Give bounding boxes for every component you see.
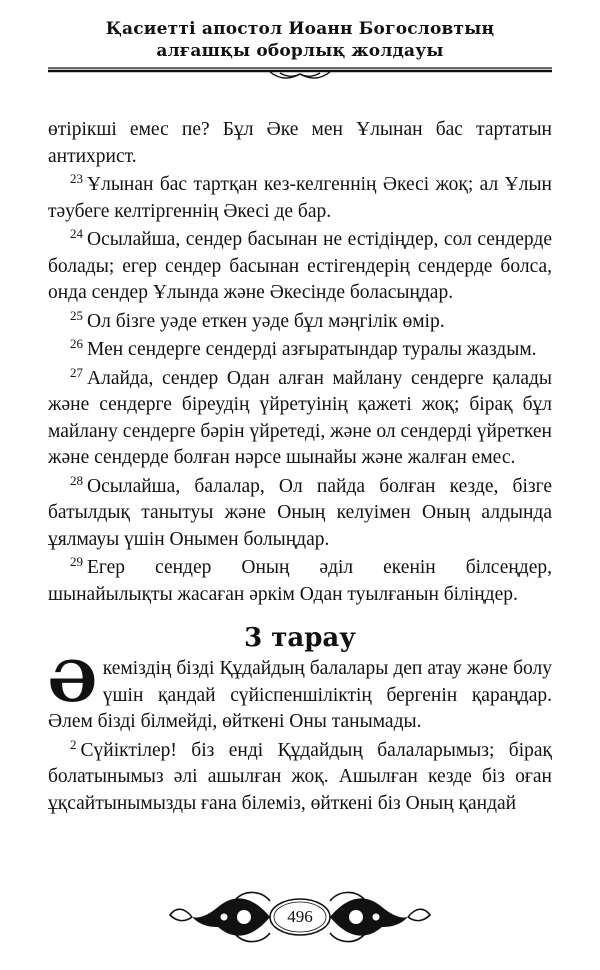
page-body bbox=[48, 117, 552, 819]
verse-number: 25 bbox=[70, 307, 83, 323]
verse-23: $^{23}$ Ұлынан бас тартқан кез-келгеннің Әкесі жоқ; ал Ұлын тәубеге келтіргеннің Әкесі де бар. bbox=[48, 171, 552, 222]
verse-number: 26 bbox=[70, 336, 83, 351]
verse-22-continuation: өтірікші емес пе? Бұл Әке мен Ұлынан бас тартатын антихрист. bbox=[48, 119, 552, 167]
header-ornament-rule bbox=[48, 65, 552, 83]
running-header bbox=[0, 18, 600, 62]
verse-27: $^{27}$ Алайда, сендер Одан алған майлану сендерге қалады және сендерге біреудің үйретуінің қажеті жоқ; бірақ бұл майлану сендерге бәрін үйретеді, және ол сендерді үйреткен және сендерде болған нәрсе шынайы және жалған емес. bbox=[48, 364, 552, 468]
chapter-heading: 3 тарау bbox=[244, 623, 356, 653]
page-number: 496 bbox=[287, 907, 313, 926]
verse-number: 24 bbox=[70, 226, 83, 241]
footer-ornament bbox=[0, 885, 600, 949]
verse-24: $^{24}$ Осылайша, сендер басынан не естідіңдер, сол сендерде болады; егер сендер басынан естігендерің сендерде болса, онда сендер Ұлында және Әкесінде боласыңдар. bbox=[48, 226, 552, 303]
header-title-line-2: алғашқы оборлық жолдауы bbox=[156, 41, 444, 61]
verse-number: 23 bbox=[70, 171, 83, 186]
header-title-line-1: Қасиетті апостол Иоанн Богословтың bbox=[105, 19, 495, 39]
chapter-3-verse-2: $^2$ Сүйіктілер! біз енді Құдайдың балаларымыз; бірақ болатынымыз әлі ашылған жоқ. Ашылған кезде біз оған ұқсайтынымызды ғана білеміз, өйткені біз Оның қандай bbox=[48, 736, 552, 814]
verse-25: $^{25}$ Ол бізге уәде еткен уәде бұл мәңгілік өмір. bbox=[70, 307, 445, 332]
verse-28: $^{28}$ Осылайша, балалар, Ол пайда болған кезде, бізге батылдық танытуы және Оның келуімен Оның алдында ұялмауы үшін Онымен болыңдар. bbox=[48, 472, 552, 550]
verse-number: 29 bbox=[70, 554, 83, 569]
chapter-3-verse-1: Әкеміздің бізді Құдайдың балалары деп атау және болу үшін қандай сүйіспеншіліктің бергенін қараңдар. Әлем бізді білмейді, өйткені Оны танымады. bbox=[48, 649, 552, 732]
verse-26: $^{26}$ Мен сендерге сендерді азғыратындар туралы жаздым. bbox=[70, 336, 537, 360]
verse-number: 2 bbox=[70, 736, 77, 752]
verse-number: 28 bbox=[70, 472, 83, 488]
verse-29: $^{29}$ Егер сендер Оның әділ екенін білсеңдер, шынайылықты жасаған әркім Одан туылғанын біліңдер. bbox=[48, 554, 552, 605]
verse-number: 27 bbox=[70, 364, 83, 380]
drop-cap: Ә bbox=[48, 649, 97, 715]
